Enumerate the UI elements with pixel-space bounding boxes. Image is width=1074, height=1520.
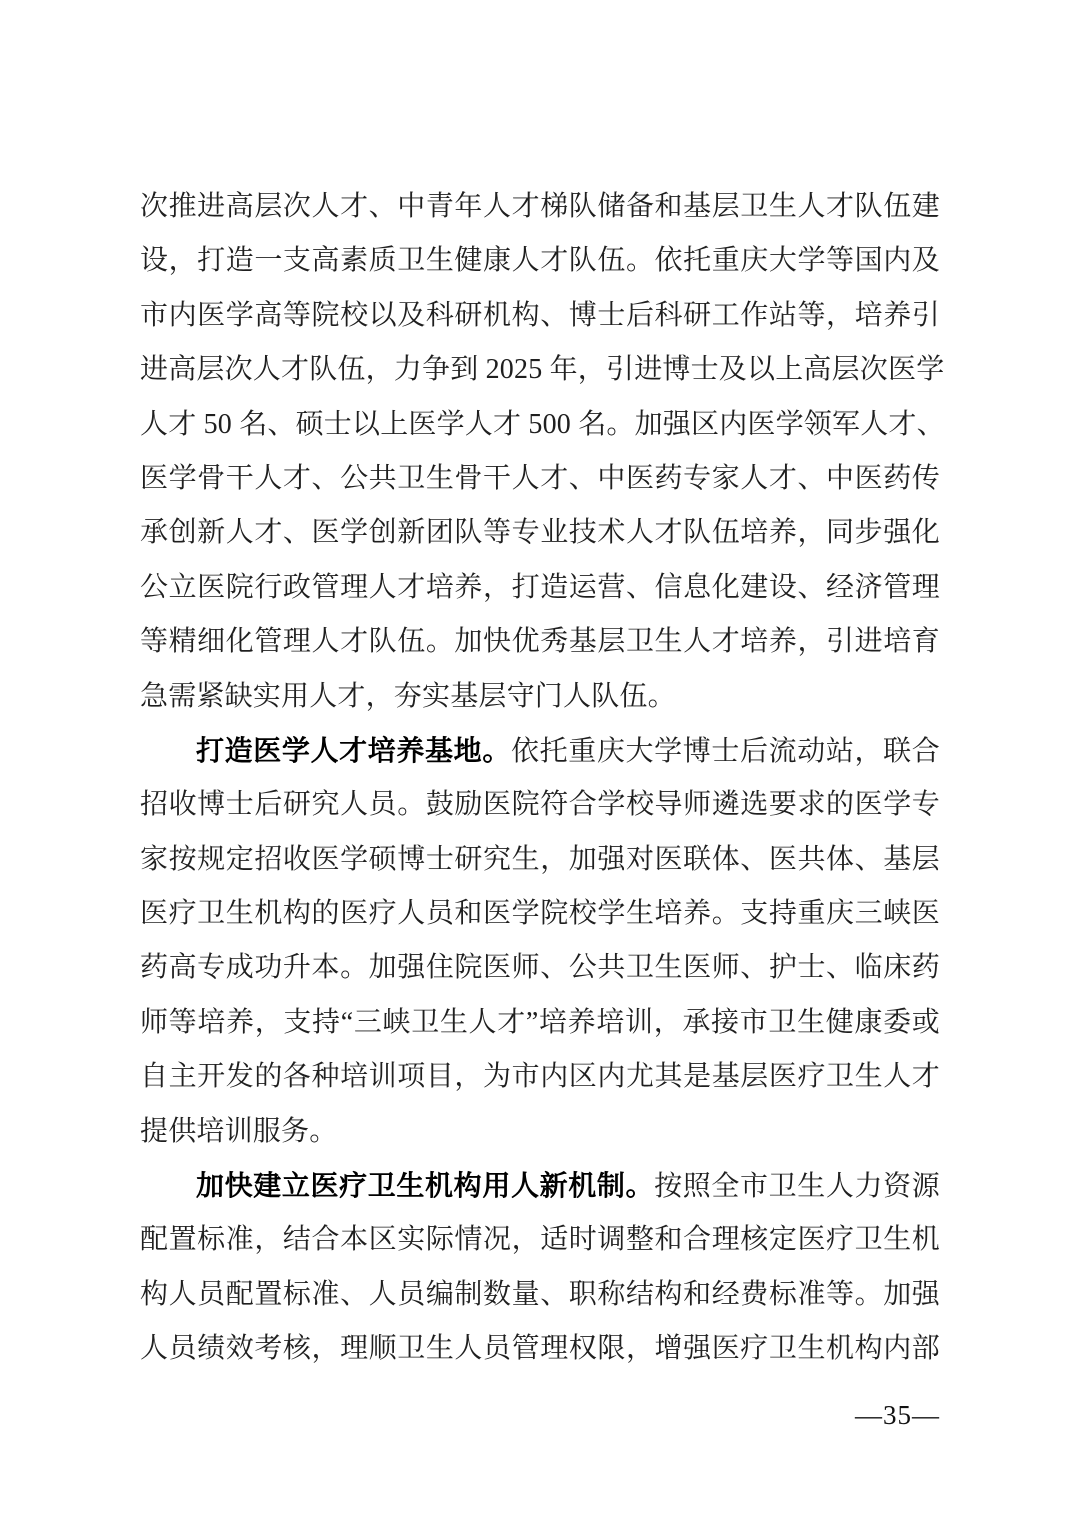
text-line — [140, 833, 940, 887]
line-text: 等精细化管理人才队伍。加快优秀基层卫生人才培养，引进培育 — [140, 626, 940, 658]
line-text: 人员绩效考核，理顺卫生人员管理权限，增强医疗卫生机构内部 — [140, 1333, 940, 1365]
paragraph-lead-bold: 加快建立医疗卫生机构用人新机制。 — [196, 1170, 655, 1202]
text-line — [140, 398, 945, 452]
line-text: 医疗卫生机构的医疗人员和医学院校学生培养。支持重庆三峡医 — [140, 898, 940, 930]
line-text: 按照全市卫生人力资源 — [654, 1171, 940, 1203]
line-text: 构人员配置标准、人员编制数量、职称结构和经费标准等。加强 — [140, 1278, 940, 1310]
text-line — [140, 234, 940, 288]
line-text: 次推进高层次人才、中青年人才梯队储备和基层卫生人才队伍建 — [140, 191, 940, 222]
text-line — [140, 343, 945, 397]
text-line — [140, 615, 940, 669]
line-text: 家按规定招收医学硕博士研究生，加强对医联体、医共体、基层 — [140, 843, 940, 875]
text-line — [140, 887, 940, 941]
text-line — [140, 1213, 940, 1267]
page-number: —35— — [855, 1400, 940, 1430]
text-line — [140, 180, 940, 234]
line-text: 进高层次人才队伍，力争到 2025 年，引进博士及以上高层次医学 — [140, 354, 945, 386]
text-line-paragraph-start — [140, 1159, 940, 1213]
text-line-paragraph-end — [140, 1105, 940, 1159]
line-text: 配置标准，结合本区实际情况，适时调整和合理核定医疗卫生机 — [140, 1224, 940, 1256]
line-text: 医学骨干人才、公共卫生骨干人才、中医药专家人才、中医药传 — [140, 462, 940, 494]
line-text: 公立医院行政管理人才培养，打造运营、信息化建设、经济管理 — [140, 571, 940, 603]
paragraph-lead-bold: 打造医学人才培养基地。 — [196, 734, 511, 766]
line-text: 承创新人才、医学创新团队等专业技术人才队伍培养，同步强化 — [140, 517, 940, 549]
text-line-paragraph-start — [140, 724, 940, 778]
text-line — [140, 941, 940, 995]
text-block — [140, 180, 945, 1377]
text-line-paragraph-end — [140, 670, 940, 724]
line-text: 提供培训服务。 — [140, 1115, 338, 1147]
text-line — [140, 506, 940, 560]
text-line — [140, 1322, 940, 1376]
line-text: 招收博士后研究人员。鼓励医院符合学校导师遴选要求的医学专 — [140, 789, 940, 821]
text-line — [140, 1050, 940, 1104]
text-line — [140, 289, 940, 343]
line-text: 设，打造一支高素质卫生健康人才队伍。依托重庆大学等国内及 — [140, 245, 940, 277]
line-text: 自主开发的各种培训项目，为市内区内尤其是基层医疗卫生人才 — [140, 1061, 940, 1093]
line-text: 人才 50 名、硕士以上医学人才 500 名。加强区内医学领军人才、 — [140, 408, 945, 440]
text-line — [140, 996, 940, 1050]
line-text: 急需紧缺实用人才，夯实基层守门人队伍。 — [140, 680, 676, 712]
line-text: 师等培养，支持“三峡卫生人才”培养培训，承接市卫生健康委或 — [140, 1006, 940, 1038]
line-text: 市内医学高等院校以及科研机构、博士后科研工作站等，培养引 — [140, 299, 940, 331]
line-text: 药高专成功升本。加强住院医师、公共卫生医师、护士、临床药 — [140, 952, 940, 984]
text-line — [140, 1268, 940, 1322]
text-line — [140, 778, 940, 832]
text-line — [140, 561, 940, 615]
text-line — [140, 452, 940, 506]
line-text: 依托重庆大学博士后流动站，联合 — [510, 735, 940, 767]
